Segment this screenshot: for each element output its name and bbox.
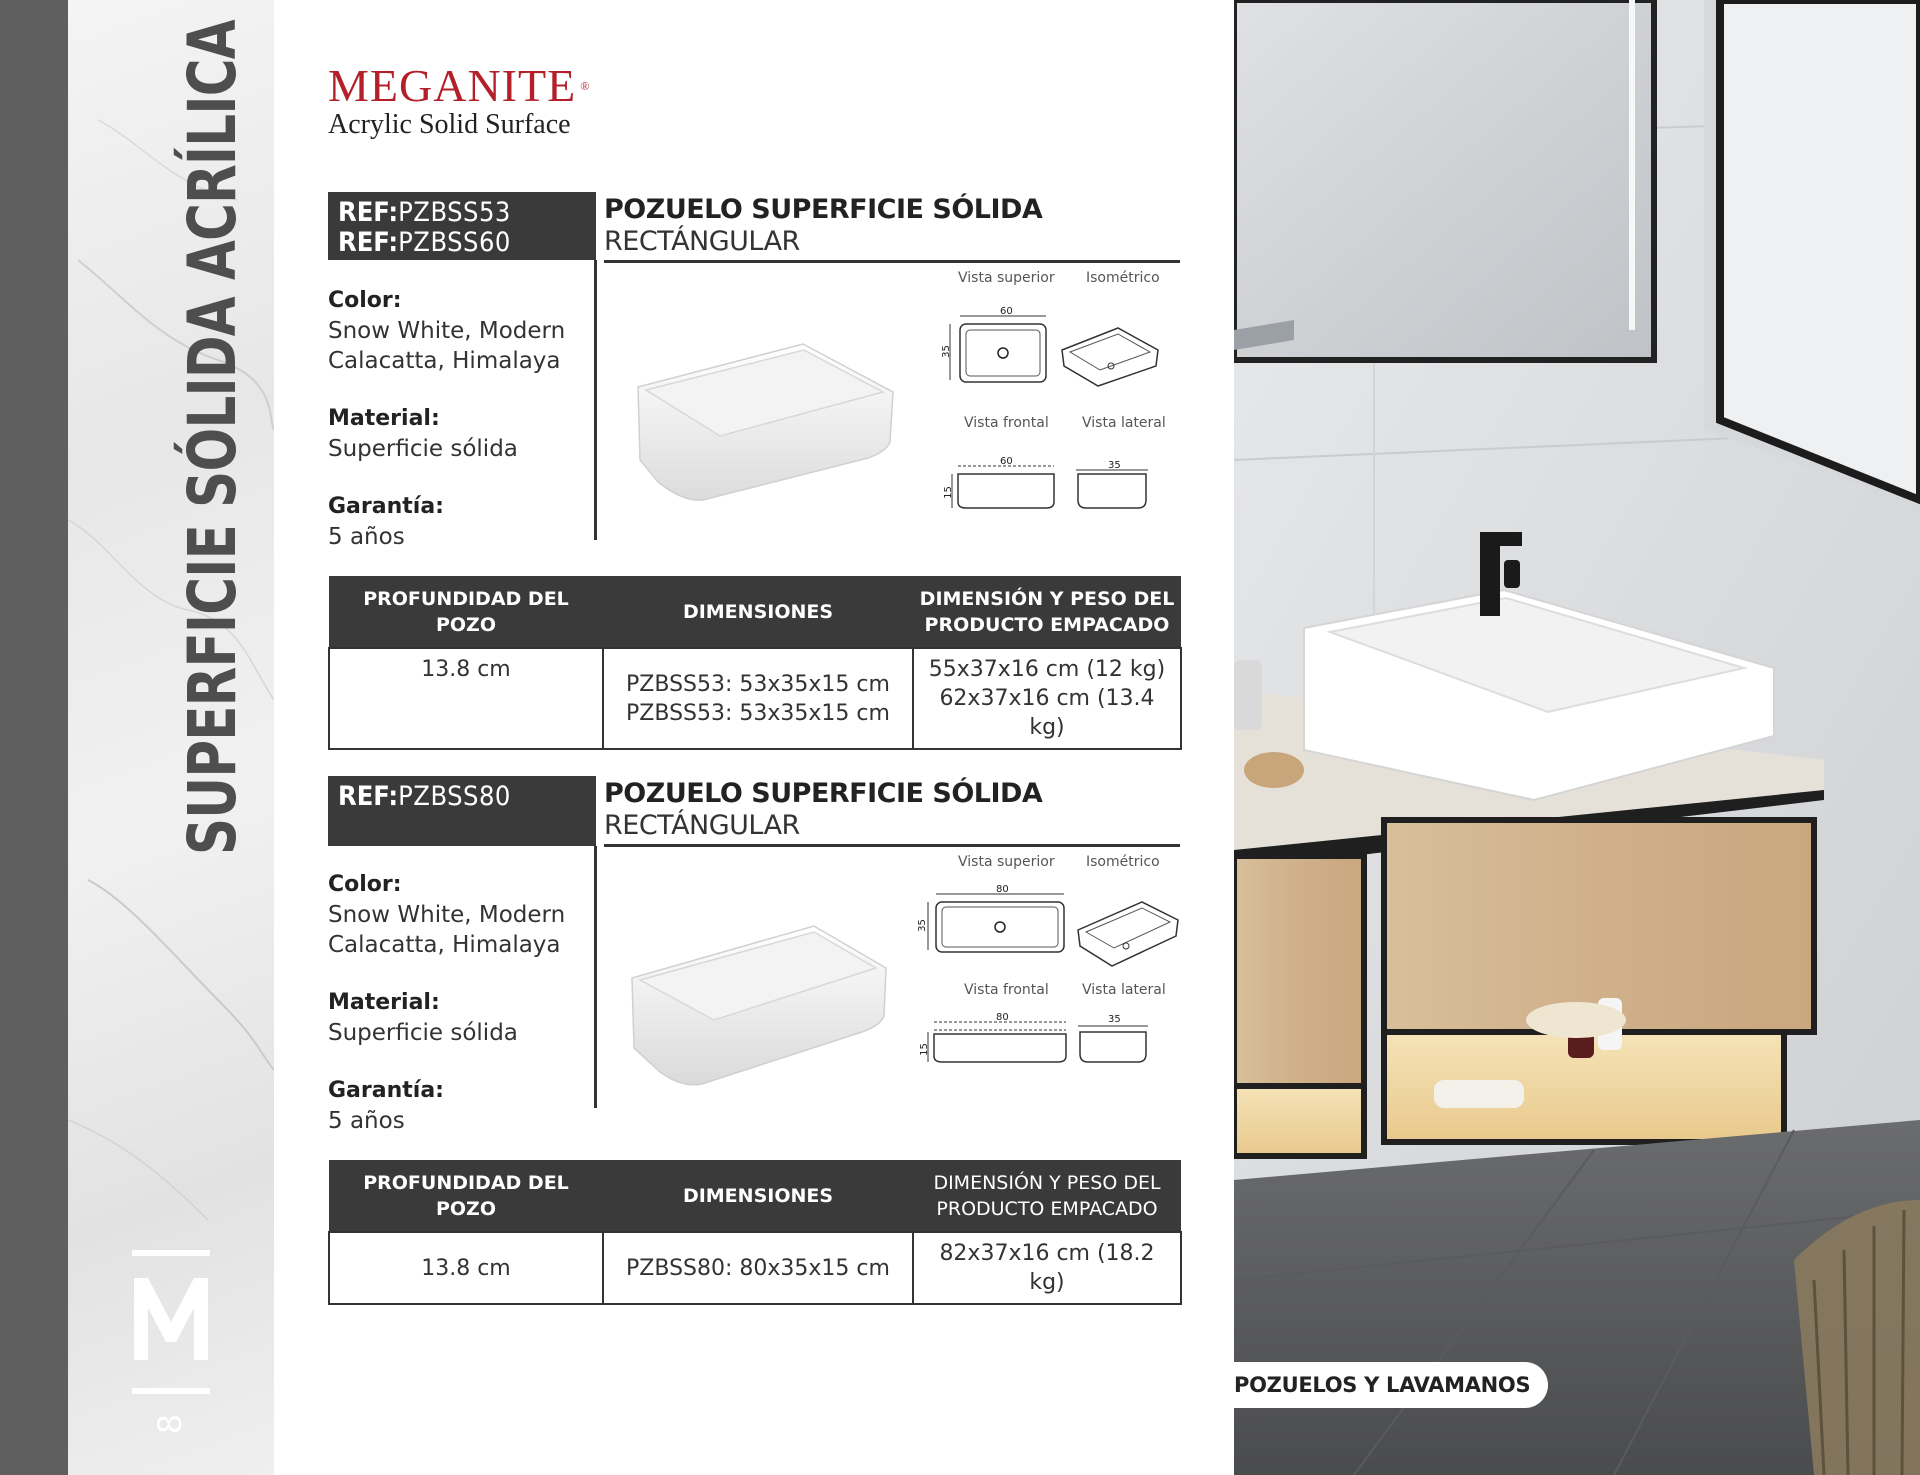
dim-width: 60 [1000, 456, 1013, 467]
label-side-view: Vista lateral [1082, 982, 1166, 998]
color-label: Color: [328, 872, 402, 897]
label-isometric: Isométrico [1086, 270, 1160, 286]
ref-box [328, 776, 596, 846]
label-top-view: Vista superior [958, 854, 1055, 870]
cell-depth: 13.8 cm [329, 648, 603, 749]
table-row [329, 648, 1181, 749]
product-title-main: POZUELO SUPERFICIE SÓLIDA [604, 194, 1043, 225]
m-logo-icon [126, 1250, 216, 1400]
side-title: SUPERFICIE SÓLIDA ACRÍLICA [174, 20, 251, 855]
page-number: 8 [151, 1413, 189, 1435]
header-dimensions: DIMENSIONES [603, 576, 913, 648]
product-block-1 [328, 192, 1180, 740]
brand-logo [328, 62, 590, 140]
dimension-line: PZBSS53: 53x35x15 cm [626, 700, 890, 726]
product-specs [328, 286, 583, 552]
ref-line [338, 198, 586, 228]
dim-width: 80 [996, 884, 1009, 895]
warranty-value: 5 años [328, 1108, 405, 1134]
header-depth: PROFUNDIDAD DEL POZO [329, 576, 603, 648]
cell-packed: 82x37x16 cm (18.2 kg) [913, 1232, 1181, 1304]
brand-name [328, 62, 590, 110]
label-top-view: Vista superior [958, 270, 1055, 286]
label-isometric: Isométrico [1086, 854, 1160, 870]
ref-label: REF: [338, 197, 399, 228]
cell-dimensions [603, 648, 913, 749]
header-depth: PROFUNDIDAD DEL POZO [329, 1160, 603, 1232]
dim-height: 15 [942, 486, 954, 499]
packed-line: 55x37x16 cm (12 kg) [928, 657, 1166, 682]
warranty-value: 5 años [328, 524, 405, 550]
cell-packed [913, 648, 1181, 749]
bathroom-photo [1234, 0, 1920, 1475]
spec-table [328, 1160, 1182, 1305]
material-value: Superficie sólida [328, 1020, 518, 1046]
material-label: Material: [328, 990, 440, 1015]
label-side-view: Vista lateral [1082, 415, 1166, 431]
color-label: Color: [328, 288, 402, 313]
brand-name-text: MEGANITE [328, 60, 577, 111]
drawing-lines [912, 846, 1182, 1106]
label-front-view: Vista frontal [964, 982, 1049, 998]
table-row [329, 1232, 1181, 1304]
dim-width: 60 [1000, 306, 1013, 317]
warranty-label: Garantía: [328, 1078, 444, 1103]
ref-line [338, 228, 586, 258]
header-packed [913, 576, 1181, 648]
dim-depth: 35 [940, 345, 952, 358]
ref-label: REF: [338, 227, 399, 258]
technical-drawings [928, 262, 1178, 542]
left-edge-band [0, 0, 68, 1475]
color-value: Calacatta, Himalaya [328, 932, 561, 958]
basin-image [628, 332, 918, 502]
ref-box [328, 192, 596, 260]
registered-mark: ® [580, 79, 591, 93]
header-packed-line: PRODUCTO EMPACADO [924, 613, 1170, 636]
packed-line: 62x37x16 cm (13.4 kg) [939, 686, 1155, 740]
dim-side: 35 [1108, 460, 1121, 471]
product-specs [328, 870, 583, 1136]
spec-table [328, 576, 1182, 750]
product-title [604, 194, 1180, 263]
technical-drawings [912, 846, 1182, 1106]
brand-tagline: Acrylic Solid Surface [328, 109, 571, 140]
ref-code: PZBSS53 [398, 197, 511, 228]
ref-line [338, 782, 586, 812]
label-front-view: Vista frontal [964, 415, 1049, 431]
table-header-row [329, 1160, 1181, 1232]
material-value: Superficie sólida [328, 436, 518, 462]
header-packed [913, 1160, 1181, 1232]
product-block-2 [328, 776, 1180, 1296]
cell-depth: 13.8 cm [329, 1232, 603, 1304]
header-packed-line: PRODUCTO EMPACADO [936, 1197, 1158, 1220]
header-packed-line: DIMENSIÓN Y PESO DEL [919, 587, 1175, 610]
divider-line [594, 846, 597, 1108]
product-title [604, 778, 1180, 847]
dim-width: 80 [996, 1012, 1009, 1023]
ref-code: PZBSS80 [398, 781, 511, 812]
color-value: Calacatta, Himalaya [328, 348, 561, 374]
product-title-main: POZUELO SUPERFICIE SÓLIDA [604, 778, 1043, 809]
basin-image [624, 916, 924, 1096]
divider-line [594, 260, 597, 540]
dim-side: 35 [1108, 1014, 1121, 1025]
header-dimensions: DIMENSIONES [603, 1160, 913, 1232]
dim-height: 15 [918, 1043, 930, 1056]
header-packed-line: DIMENSIÓN Y PESO DEL [933, 1171, 1161, 1194]
ref-code: PZBSS60 [398, 227, 511, 258]
section-label: POZUELOS Y LAVAMANOS [1220, 1362, 1548, 1408]
product-title-sub: RECTÁNGULAR [604, 810, 800, 841]
dimension-line: PZBSS53: 53x35x15 cm [626, 671, 890, 697]
warranty-label: Garantía: [328, 494, 444, 519]
drawing-lines [928, 262, 1178, 542]
product-title-sub: RECTÁNGULAR [604, 226, 800, 257]
bathroom-illustration [1234, 0, 1920, 1475]
ref-label: REF: [338, 781, 399, 812]
dim-depth: 35 [916, 919, 928, 932]
table-header-row [329, 576, 1181, 648]
cell-dimensions: PZBSS80: 80x35x15 cm [603, 1232, 913, 1304]
color-value: Snow White, Modern [328, 902, 566, 928]
color-value: Snow White, Modern [328, 318, 566, 344]
material-label: Material: [328, 406, 440, 431]
